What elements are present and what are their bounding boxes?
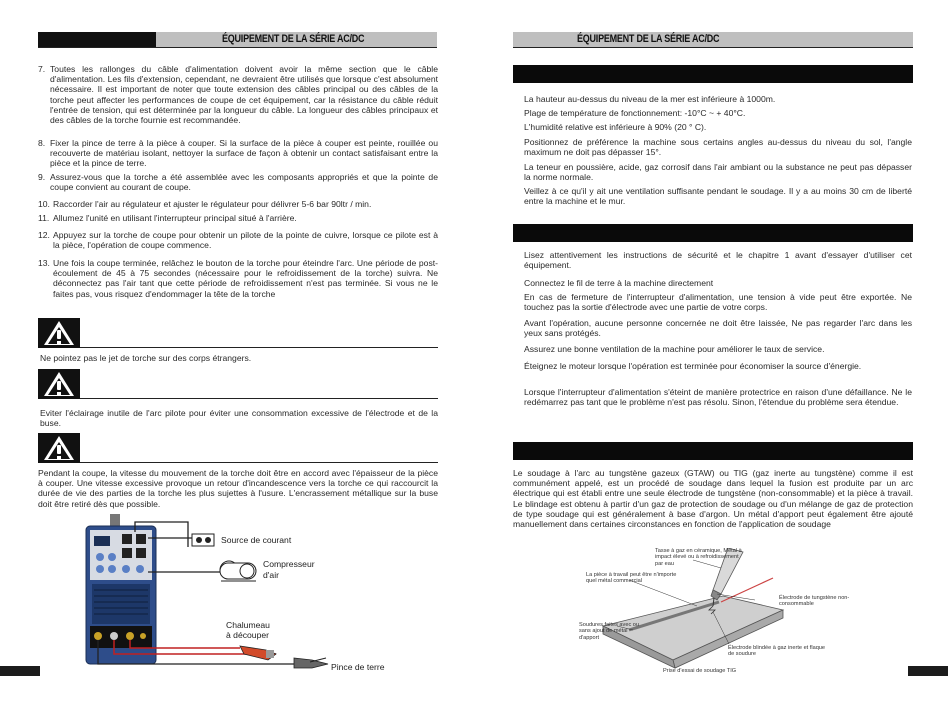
list-item	[38, 199, 438, 209]
label-compressor-2: d'air	[263, 570, 279, 580]
warning-text: Ne pointez pas le jet de torche sur des corps étrangers.	[40, 353, 252, 363]
item-text: Assurez-vous que la torche a été assemblée avec les composants appropriés et que la pointe de coupe convient au courant de coupe.	[50, 172, 438, 193]
label-torch: Chalumeau	[226, 620, 270, 630]
item-text: Raccorder l'air au régulateur et ajuster le régulateur pour délivrer 5-6 bar 90ltr / min.	[53, 199, 372, 209]
env-item: Veillez à ce qu'il y ait une ventilation suffisante pendant le soudage. Il y a au moins 30 cm de liberté entre la machine et le mur.	[524, 186, 912, 207]
page-corner-tab	[0, 666, 40, 676]
safety-item: En cas de fermeture de l'interrupteur d'alimentation, une tension à vide peut être exportée. Ne touchez pas la sortie d'électrode avec une partie de votre corps.	[524, 292, 912, 313]
item-number: 7.	[38, 64, 46, 74]
right-header-title: ÉQUIPEMENT DE LA SÉRIE AC/DC	[577, 33, 720, 45]
warning-text: Eviter l'éclairage inutile de l'arc pilote pour éviter une consommation excessive de l'électrode et de la buse.	[40, 408, 438, 429]
env-item: La teneur en poussière, acide, gaz corrosif dans l'air ambiant ou la substance ne peut pas dépasser la norme normale.	[524, 162, 912, 183]
item-number: 13.	[38, 258, 50, 268]
right-page	[475, 0, 950, 705]
item-number: 12.	[38, 230, 50, 240]
env-item: La hauteur au-dessus du niveau de la mer est inférieure à 1000m.	[524, 94, 776, 104]
item-text: Appuyez sur la torche de coupe pour obtenir un pilote de la pointe de cuivre, lorsque ce pilote est à la pièce, l'opération de coupe commence.	[53, 230, 438, 251]
list-item	[38, 213, 438, 223]
label-shielded-electrode: Électrode blindée à gaz inerte et flaque de soudure	[728, 645, 826, 658]
label-welds: Soudures faites avec ou sans ajout de métal d'apport	[579, 622, 640, 641]
safety-item: Lisez attentivement les instructions de sécurité et le chapitre 1 avant d'essayer d'utiliser cet équipement.	[524, 250, 912, 271]
label-torch-2: à découper	[226, 630, 270, 640]
list-item	[38, 230, 438, 250]
warning-box	[38, 433, 438, 463]
safety-item: Éteignez le moteur lorsque l'opération est terminée pour économiser la source d'énergie.	[524, 361, 862, 371]
label-tungsten: Électrode de tungstène non-consommable	[779, 595, 850, 608]
list-item	[38, 258, 438, 299]
label-earth-clamp: Pince de terre	[331, 662, 385, 672]
safety-item: Lorsque l'interrupteur d'alimentation s'éteint de manière protectrice en raison d'une défaillance. Ne le redémarrez pas tant que le problème n'est pas résolu. Sinon, l'étendue du problème sera étendue.	[524, 387, 912, 408]
safety-item: Avant l'opération, aucune personne concernée ne doit être laissée, Ne pas regarder l'arc dans les yeux sans protégés.	[524, 318, 912, 339]
list-item	[38, 64, 438, 125]
warning-icon	[38, 318, 80, 348]
header-dark-block	[38, 32, 156, 47]
left-header-bar	[38, 32, 437, 48]
list-item	[38, 172, 438, 192]
tig-caption: Prise d'essai de soudage TIG	[663, 668, 737, 674]
warning-text: Pendant la coupe, la vitesse du mouvement de la torche doit être en accord avec l'épaisseur de la pièce à couper. Une vitesse excessive provoque un retour d'incandescence vers la torche ce qui raccourcit la durée de vie des parties de la torche les plus sujettes à l'usure. L'encrassement métallique sur la buse doit être retiré dès que possible.	[38, 468, 438, 509]
right-header-bar	[513, 32, 913, 48]
section-bar	[513, 65, 913, 83]
item-text: Une fois la coupe terminée, relâchez le bouton de la torche pour éteindre l'arc. Une période de post-écoulement de 45 à 75 secondes (nécessaire pour le refroidissement de la torche) suivra. Ne déconnectez pas l'air tant que cette période de refroidissement n'est pas terminée. Si vous ne le faites pas, vous risquez d'endommager la tête de la torche	[53, 258, 438, 299]
env-item: L'humidité relative est inférieure à 90% (20 ° C).	[524, 122, 707, 132]
safety-item: Assurez une bonne ventilation de la machine pour améliorer le taux de service.	[524, 344, 825, 354]
item-number: 11.	[38, 213, 50, 223]
tig-intro: Le soudage à l'arc au tungstène gazeux (GTAW) ou TIG (gaz inerte au tungstène) comme il est communément appelé, est un procédé de soudage dans lequel la fusion est produite par un arc électrique qui est établi entre une seule électrode de tungstène (non-consommable) et la pièce à travail. Le blindage est obtenu à partir d'un gaz de protection de soudage ou d'un mélange de gaz de protection de type soudage qui est généralement à base d'argon. Un métal d'apport peut également être ajouté manuellement dans certaines circonstances en fonction de l'application de soudage	[513, 468, 913, 530]
env-item: Positionnez de préférence la machine sous certains angles au-dessus du niveau du sol, l'angle maximum ne doit pas dépasser 15°.	[524, 137, 912, 158]
warning-icon	[38, 433, 80, 463]
left-header-title: ÉQUIPEMENT DE LA SÉRIE AC/DC	[222, 33, 365, 45]
env-item: Plage de température de fonctionnement: -10°C ~ + 40°C.	[524, 108, 746, 118]
item-text: Toutes les rallonges du câble d'alimentation doivent avoir la même section que le câble d'alimentation. Les fils d'extension, cependant, ne devraient être utilisés que lorsque c'est absolument nécessaire. Il est important de noter que toute extension des câbles principal ou des câbles de la torche peut affecter les performances de coupe de cet équipement, car la résistance du câble réduit l'entrée de tension, qui est déterminée par la longueur du câble. La longueur des câbles principaux et des câbles de la torche fournie est recommandée.	[50, 64, 438, 126]
safety-item: Connectez le fil de terre à la machine directement	[524, 278, 714, 288]
warning-box	[38, 369, 438, 399]
page-corner-tab	[908, 666, 948, 676]
item-text: Allumez l'unité en utilisant l'interrupteur principal situé à l'arrière.	[53, 213, 297, 223]
item-text: Fixer la pince de terre à la pièce à couper. Si la surface de la pièce à couper est peinte, rouillée ou recouverte de matériau isolant, nettoyer la surface de façon à obtenir un contact satisfaisant entre la pièce et la pince de terre.	[50, 138, 438, 169]
item-number: 8.	[38, 138, 46, 148]
item-number: 10.	[38, 199, 50, 209]
warning-box	[38, 318, 438, 348]
item-number: 9.	[38, 172, 46, 182]
list-item	[38, 138, 438, 169]
section-bar	[513, 224, 913, 242]
label-power-source: Source de courant	[221, 535, 292, 545]
label-workpiece: La pièce à travail peut être n'importe quel métal commercial	[586, 572, 677, 585]
label-gas-nozzle: Tasse à gaz en céramique, Métal à impact élevé ou à refroidissement par eau	[655, 548, 742, 567]
label-compressor: Compresseur	[263, 559, 315, 569]
section-bar	[513, 442, 913, 460]
warning-icon	[38, 369, 80, 399]
tig-diagram	[593, 548, 893, 678]
